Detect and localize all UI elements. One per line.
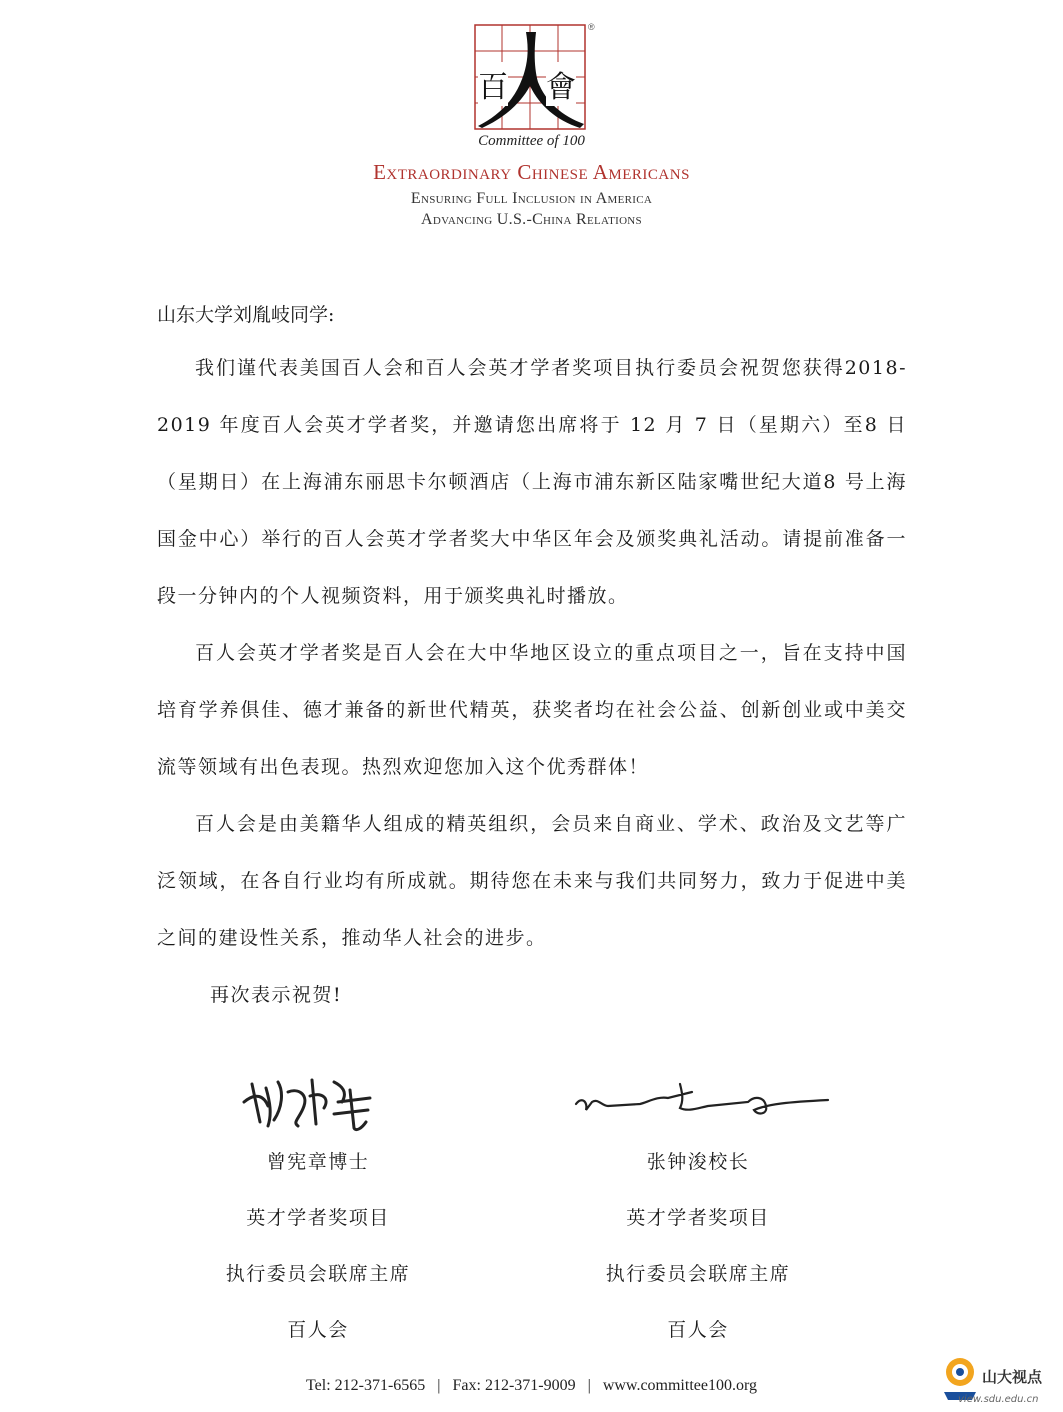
- signature-right: [568, 1072, 834, 1122]
- footer-separator: |: [587, 1377, 591, 1394]
- signature-block-left: [168, 1148, 468, 1372]
- footer-tel: Tel: 212-371-6565: [305, 1377, 426, 1394]
- signer-org-left: 百人会: [287, 1319, 349, 1341]
- footer-separator: |: [437, 1377, 441, 1394]
- paragraph-1: 我们谨代表美国百人会和百人会英才学者奖项目执行委员会祝贺您获得2018-2019 年度百人会英才学者奖，并邀请您出席将于 12 月 7 日（星期六）至8 日（星期日）在上海浦东丽思卡尔顿酒店（上海市浦东新区陆家嘴世纪大道8 号上海国金中心）举行的百人会英才学者奖大中华区年会及颁奖典礼活动。请提前准备一段一分钟内的个人视频资料，用于颁奖典礼时播放。: [157, 357, 907, 607]
- paragraph-3: 百人会是由美籍华人组成的精英组织，会员来自商业、学术、政治及文艺等广泛领域，在各自行业均有所成就。期待您在未来与我们共同努力，致力于促进中美之间的建设性关系，推动华人社会的进步。: [157, 813, 907, 949]
- signer-name-left: 曾宪章博士: [266, 1151, 370, 1173]
- watermark-text: 山大视点: [982, 1368, 1043, 1386]
- footer-fax: Fax: 212-371-9009: [452, 1377, 576, 1394]
- letter-body: [157, 340, 907, 967]
- watermark-url: view.sdu.edu.cn: [958, 1394, 1039, 1405]
- footer-contact: [0, 1377, 1063, 1395]
- logo-char-bai: 百: [478, 62, 508, 106]
- signer-title-right-1: 英才学者奖项目: [626, 1207, 770, 1229]
- signature-left: [238, 1062, 378, 1132]
- signer-name-right: 张钟浚校长: [646, 1151, 750, 1173]
- org-name: Committee of 100: [478, 133, 585, 149]
- signer-title-left-1: 英才学者奖项目: [246, 1207, 390, 1229]
- closing: 再次表示祝贺!: [210, 984, 343, 1006]
- tagline-sub1: Ensuring Full Inclusion in America: [410, 190, 653, 207]
- signer-org-right: 百人会: [667, 1319, 729, 1341]
- signer-title-right-2: 执行委员会联席主席: [605, 1263, 791, 1285]
- signer-title-left-2: 执行委员会联席主席: [225, 1263, 411, 1285]
- tagline-main: Extraordinary Chinese Americans: [373, 160, 690, 184]
- paragraph-2: 百人会英才学者奖是百人会在大中华地区设立的重点项目之一，旨在支持中国培育学养俱佳、德才兼备的新世代精英，获奖者均在社会公益、创新创业或中美交流等领域有出色表现。热烈欢迎您加入这个优秀群体！: [157, 642, 907, 778]
- registered-mark: ®: [588, 22, 595, 32]
- signature-block-right: [548, 1148, 848, 1372]
- tagline-sub2: Advancing U.S.-China Relations: [421, 211, 642, 228]
- logo-char-hui: 會: [546, 62, 576, 106]
- footer-website[interactable]: www.committee100.org: [602, 1377, 758, 1394]
- salutation: 山东大学刘胤岐同学:: [157, 304, 335, 326]
